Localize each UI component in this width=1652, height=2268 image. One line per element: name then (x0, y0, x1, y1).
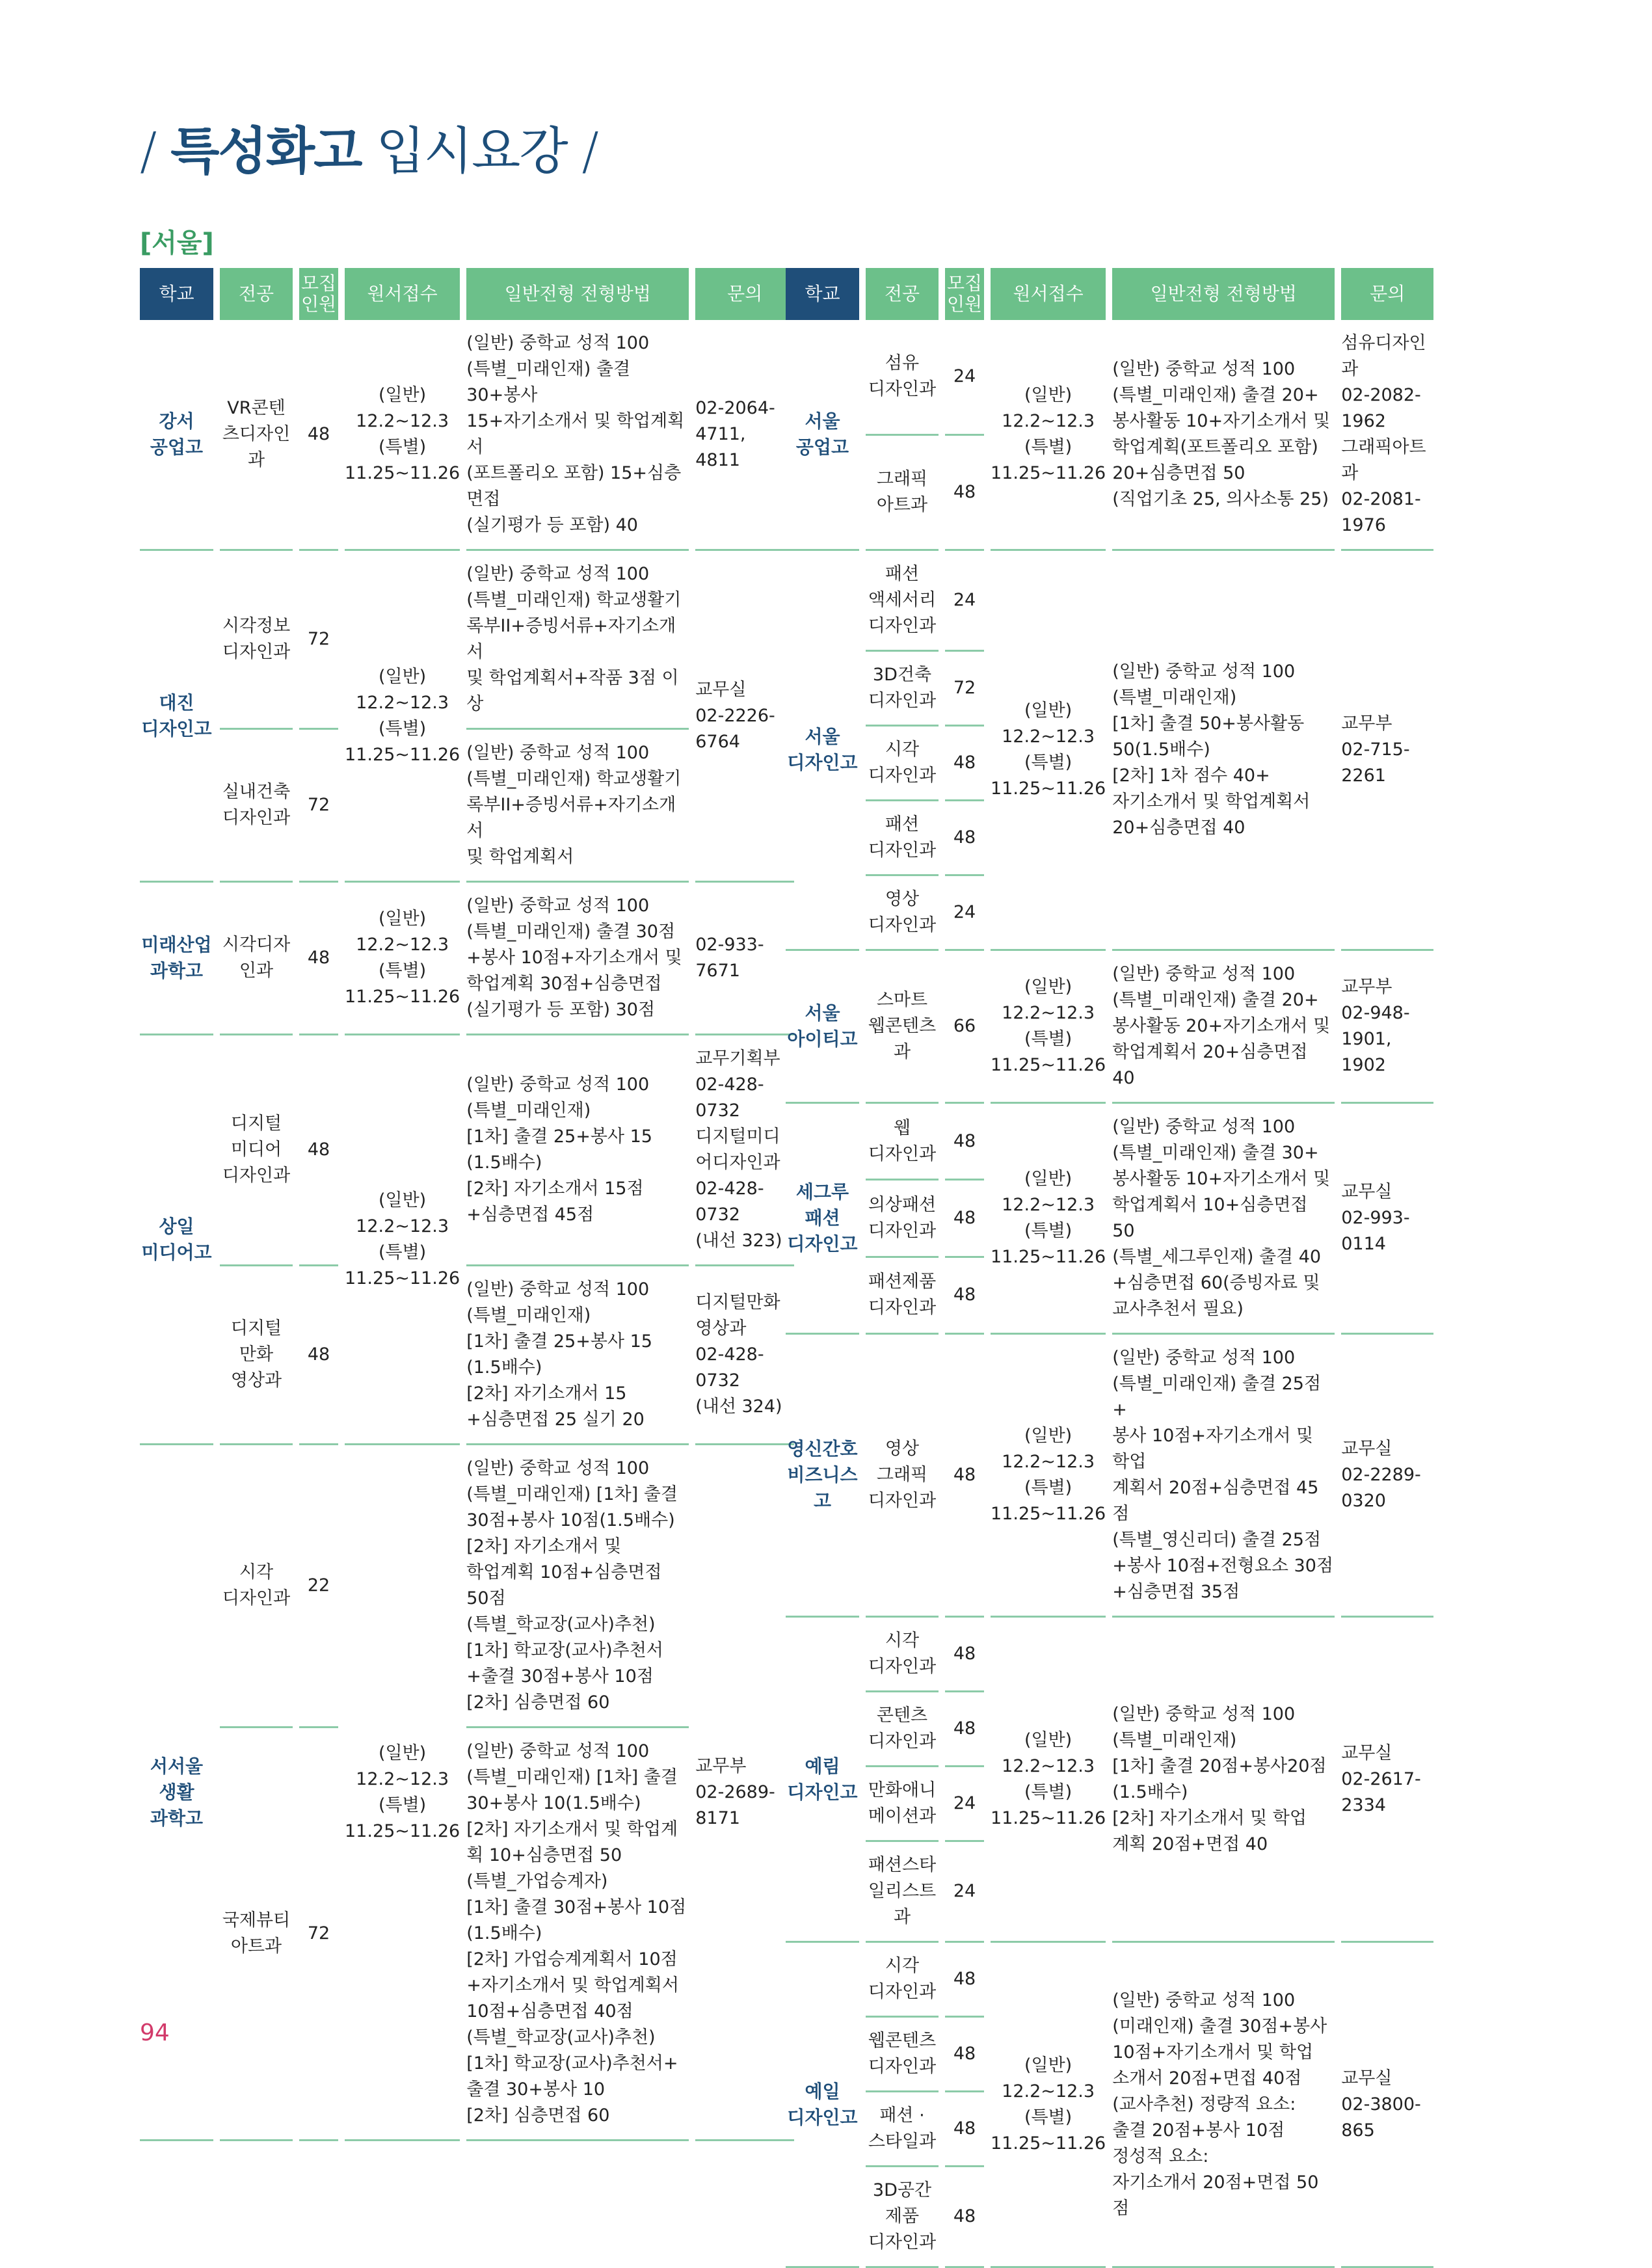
major-name: 시각디자 인과 (220, 883, 293, 1035)
enrollment-count: 48 (945, 2167, 984, 2268)
school-name: 서울 공업고 (786, 320, 859, 551)
enrollment-count: 66 (945, 951, 984, 1104)
header-school: 학교 (140, 268, 213, 320)
school-name: 강서 공업고 (140, 320, 213, 551)
contact-info: 교무부 02-2689- 8171 (695, 1445, 794, 2141)
school-name: 예일 디자인고 (786, 1943, 859, 2268)
major-name: 시각 디자인과 (220, 1445, 293, 1728)
major-name: 시각 디자인과 (866, 1943, 939, 2018)
school-name: 예림 디자인고 (786, 1618, 859, 1943)
major-name: 디지털 미디어 디자인과 (220, 1035, 293, 1266)
enrollment-count: 24 (945, 876, 984, 951)
major-name: 디지털 만화 영상과 (220, 1266, 293, 1445)
selection-method: (일반) 중학교 성적 100 (특별_미래인재) [1차] 출결 20점+봉사20점 (1.5배수) [2차] 자기소개서 및 학업 계획 20점+면접 40 (1112, 1618, 1335, 1943)
major-name: 스마트 웹콘텐츠 과 (866, 951, 939, 1104)
enrollment-count: 48 (945, 1258, 984, 1335)
table-row (140, 1035, 794, 1266)
enrollment-count: 72 (299, 551, 338, 730)
major-name: 시각 디자인과 (866, 727, 939, 801)
contact-info: 02-933- 7671 (695, 883, 794, 1035)
table-row (140, 551, 794, 730)
table-row (786, 2167, 1433, 2268)
application-period: (일반) 12.2~12.3 (특별) 11.25~11.26 (991, 551, 1106, 951)
table-row (140, 1445, 794, 1728)
header-contact: 문의 (1341, 268, 1433, 320)
table-row (786, 320, 1433, 436)
table-row (140, 883, 794, 1035)
major-name: 시각 디자인과 (866, 1618, 939, 1692)
major-name: 3D건축 디자인과 (866, 652, 939, 727)
major-name: 국제뷰티 아트과 (220, 1728, 293, 2141)
major-name: 패션 액세서리 디자인과 (866, 551, 939, 652)
selection-method: (일반) 중학교 성적 100 (특별_미래인재) 출결 20+ 봉사활동 10+자기소개서 및 학업계획(포트폴리오 포함) 20+심층면접 50 (직업기초 25, 의사소통 25) (1112, 320, 1335, 551)
major-name: 패션 · 스타일과 (866, 2092, 939, 2167)
table-row (140, 1266, 794, 1445)
page-title-bold: 특성화고 (170, 122, 362, 181)
enrollment-count: 48 (299, 1266, 338, 1445)
contact-info: 교무기획부 02-428- 0732 디지털미디 어디자인과 02-428- 0732 (내선 323) (695, 1035, 794, 1266)
contact-info: 교무실 02-2226- 6764 (695, 551, 794, 883)
table-row (786, 1767, 1433, 1842)
header-major: 전공 (220, 268, 293, 320)
header-school: 학교 (786, 268, 859, 320)
table-row (786, 1181, 1433, 1257)
table-row (786, 1335, 1433, 1618)
enrollment-count: 48 (945, 2092, 984, 2167)
enrollment-count: 24 (945, 320, 984, 436)
table-row (786, 1692, 1433, 1767)
table-row (786, 2092, 1433, 2167)
selection-method: (일반) 중학교 성적 100 (특별_미래인재) 출결 25점+ 봉사 10점+자기소개서 및 학업 계획서 20점+심층면접 45점 (특별_영신리더) 출결 25점 +봉사 10점+전형요소 30점 +심층면접 35점 (1112, 1335, 1335, 1618)
enrollment-count: 48 (945, 1618, 984, 1692)
admission-table-left (133, 268, 801, 2141)
application-period: (일반) 12.2~12.3 (특별) 11.25~11.26 (991, 1335, 1106, 1618)
selection-method: (일반) 중학교 성적 100 (특별_미래인재) [1차] 출결 30점+봉사 10점(1.5배수) [2차] 자기소개서 및 학업계획 10점+심층면접 50점 (특별_학교장(교사)추천) [1차] 학교장(교사)추천서 +출결 30점+봉사 10점 [2차] 심층면접 60 (466, 1445, 689, 1728)
school-name: 대진 디자인고 (140, 551, 213, 883)
contact-info: 교무실 02-3800- 865 (1341, 1943, 1433, 2268)
region-label: [서울] (140, 228, 214, 258)
enrollment-count: 48 (299, 883, 338, 1035)
selection-method: (일반) 중학교 성적 100 (특별_미래인재) 출결 30+ 봉사활동 10+자기소개서 및 학업계획서 10+심층면접 50 (특별_세그루인재) 출결 40 +심층면접 60(증빙자료 및 교사추천서 필요) (1112, 1104, 1335, 1335)
application-period: (일반) 12.2~12.3 (특별) 11.25~11.26 (345, 551, 460, 883)
major-name: 만화애니 메이션과 (866, 1767, 939, 1842)
table-header-row (140, 268, 794, 320)
application-period: (일반) 12.2~12.3 (특별) 11.25~11.26 (991, 951, 1106, 1104)
enrollment-count: 48 (945, 1943, 984, 2018)
enrollment-count: 72 (299, 1728, 338, 2141)
major-name: 웹콘텐츠 디자인과 (866, 2018, 939, 2092)
table-row (786, 1943, 1433, 2018)
contact-info: 섬유디자인과 02-2082- 1962 그래픽아트과 02-2081- 1976 (1341, 320, 1433, 551)
application-period: (일반) 12.2~12.3 (특별) 11.25~11.26 (345, 883, 460, 1035)
contact-info: 02-2064- 4711, 4811 (695, 320, 794, 551)
header-count: 모집 인원 (299, 268, 338, 320)
table-row (786, 951, 1433, 1104)
school-name: 영신간호 비즈니스 고 (786, 1335, 859, 1618)
admission-table-right (779, 268, 1440, 2268)
enrollment-count: 48 (945, 2018, 984, 2092)
major-name: 실내건축 디자인과 (220, 730, 293, 883)
header-contact: 문의 (695, 268, 794, 320)
header-apply: 원서접수 (345, 268, 460, 320)
school-name: 서서울 생활 과학고 (140, 1445, 213, 2141)
selection-method: (일반) 중학교 성적 100 (특별_미래인재) [1차] 출결 30+봉사 10(1.5배수) [2차] 자기소개서 및 학업계 획 10+심층면접 50 (특별_가업승계자) [1차] 출결 30점+봉사 10점 (1.5배수) [2차] 가업승계계획서 10점 +자기소개서 및 학업계획서 10점+심층면접 40점 (특별_학교장(교사)추천) [1차] 학교장(교사)추천서+ 출결 30+봉사 10 [2차] 심층면접 60 (466, 1728, 689, 2141)
selection-method: (일반) 중학교 성적 100 (특별_미래인재) 출결 20+ 봉사활동 20+자기소개서 및 학업계획서 20+심층면접 40 (1112, 951, 1335, 1104)
table-row (140, 320, 794, 551)
contact-info: 교무실 02-2289- 0320 (1341, 1335, 1433, 1618)
enrollment-count: 24 (945, 551, 984, 652)
table-header-row (786, 268, 1433, 320)
contact-info: 교무실 02-2617- 2334 (1341, 1618, 1433, 1943)
contact-info: 디지털만화 영상과 02-428- 0732 (내선 324) (695, 1266, 794, 1445)
application-period: (일반) 12.2~12.3 (특별) 11.25~11.26 (345, 1035, 460, 1445)
table-row (786, 551, 1433, 652)
selection-method: (일반) 중학교 성적 100 (특별_미래인재) [1차] 출결 25+봉사 15 (1.5배수) [2차] 자기소개서 15점 +심층면접 45점 (466, 1035, 689, 1266)
major-name: VR콘텐 츠디자인 과 (220, 320, 293, 551)
school-name: 세그루 패션 디자인고 (786, 1104, 859, 1335)
application-period: (일반) 12.2~12.3 (특별) 11.25~11.26 (345, 1445, 460, 2141)
table-row (786, 876, 1433, 951)
enrollment-count: 48 (945, 1104, 984, 1181)
major-name: 콘텐츠 디자인과 (866, 1692, 939, 1767)
contact-info: 교무부 02-715- 2261 (1341, 551, 1433, 951)
school-name: 미래산업 과학고 (140, 883, 213, 1035)
selection-method: (일반) 중학교 성적 100 (특별_미래인재) 학교생활기 록부II+증빙서류+자기소개서 및 학업계획서+작품 3점 이상 (466, 551, 689, 730)
school-name: 상일 미디어고 (140, 1035, 213, 1445)
enrollment-count: 22 (299, 1445, 338, 1728)
table-row (786, 1258, 1433, 1335)
selection-method: (일반) 중학교 성적 100 (미래인재) 출결 30점+봉사 10점+자기소개서 및 학업 소개서 20점+면접 40점 (교사추천) 정량적 요소: 출결 20점+봉사 10점 정성적 요소: 자기소개서 20점+면접 50점 (1112, 1943, 1335, 2268)
header-method: 일반전형 전형방법 (466, 268, 689, 320)
selection-method: (일반) 중학교 성적 100 (특별_미래인재) [1차] 출결 50+봉사활동 50(1.5배수) [2차] 1차 점수 40+ 자기소개서 및 학업계획서 20+심층면접 40 (1112, 551, 1335, 951)
header-count: 모집 인원 (945, 268, 984, 320)
table-row (786, 1618, 1433, 1692)
selection-method: (일반) 중학교 성적 100 (특별_미래인재) 학교생활기 록부II+증빙서류+자기소개서 및 학업계획서 (466, 730, 689, 883)
page-title-light: 입시요강 (376, 122, 567, 181)
table-row (786, 436, 1433, 552)
enrollment-count: 48 (945, 1181, 984, 1257)
application-period: (일반) 12.2~12.3 (특별) 11.25~11.26 (991, 1943, 1106, 2268)
enrollment-count: 48 (299, 1035, 338, 1266)
major-name: 웹 디자인과 (866, 1104, 939, 1181)
major-name: 패션제품 디자인과 (866, 1258, 939, 1335)
enrollment-count: 48 (945, 436, 984, 552)
enrollment-count: 48 (945, 1692, 984, 1767)
major-name: 패션 디자인과 (866, 801, 939, 876)
header-apply: 원서접수 (991, 268, 1106, 320)
major-name: 의상패션 디자인과 (866, 1181, 939, 1257)
table-row (786, 1842, 1433, 1943)
enrollment-count: 24 (945, 1767, 984, 1842)
page-number: 94 (140, 2020, 170, 2046)
major-name: 영상 그래픽 디자인과 (866, 1335, 939, 1618)
application-period: (일반) 12.2~12.3 (특별) 11.25~11.26 (991, 1618, 1106, 1943)
selection-method: (일반) 중학교 성적 100 (특별_미래인재) 출결 30+봉사 15+자기소개서 및 학업계획서 (포트폴리오 포함) 15+심층면접 (실기평가 등 포함) 40 (466, 320, 689, 551)
header-method: 일반전형 전형방법 (1112, 268, 1335, 320)
table-row (786, 2018, 1433, 2092)
contact-info: 교무부 02-948- 1901, 1902 (1341, 951, 1433, 1104)
table-row (786, 1104, 1433, 1181)
school-name: 서울 디자인고 (786, 551, 859, 951)
contact-info: 교무실 02-993- 0114 (1341, 1104, 1433, 1335)
enrollment-count: 48 (945, 801, 984, 876)
application-period: (일반) 12.2~12.3 (특별) 11.25~11.26 (345, 320, 460, 551)
enrollment-count: 48 (945, 1335, 984, 1618)
selection-method: (일반) 중학교 성적 100 (특별_미래인재) 출결 30점 +봉사 10점+자기소개서 및 학업계획 30점+심층면접 (실기평가 등 포함) 30점 (466, 883, 689, 1035)
selection-method: (일반) 중학교 성적 100 (특별_미래인재) [1차] 출결 25+봉사 15 (1.5배수) [2차] 자기소개서 15 +심층면접 25 실기 20 (466, 1266, 689, 1445)
major-name: 섬유 디자인과 (866, 320, 939, 436)
enrollment-count: 48 (945, 727, 984, 801)
table-row (786, 652, 1433, 727)
table-row (786, 801, 1433, 876)
enrollment-count: 24 (945, 1842, 984, 1943)
major-name: 패션스타 일리스트과 (866, 1842, 939, 1943)
application-period: (일반) 12.2~12.3 (특별) 11.25~11.26 (991, 1104, 1106, 1335)
application-period: (일반) 12.2~12.3 (특별) 11.25~11.26 (991, 320, 1106, 551)
major-name: 3D공간 제품 디자인과 (866, 2167, 939, 2268)
page-title: / 특성화고 입시요강 / (140, 122, 598, 181)
table-row (786, 727, 1433, 801)
enrollment-count: 48 (299, 320, 338, 551)
enrollment-count: 72 (945, 652, 984, 727)
major-name: 그래픽 아트과 (866, 436, 939, 552)
enrollment-count: 72 (299, 730, 338, 883)
school-name: 서울 아이티고 (786, 951, 859, 1104)
major-name: 시각정보 디자인과 (220, 551, 293, 730)
major-name: 영상 디자인과 (866, 876, 939, 951)
header-major: 전공 (866, 268, 939, 320)
